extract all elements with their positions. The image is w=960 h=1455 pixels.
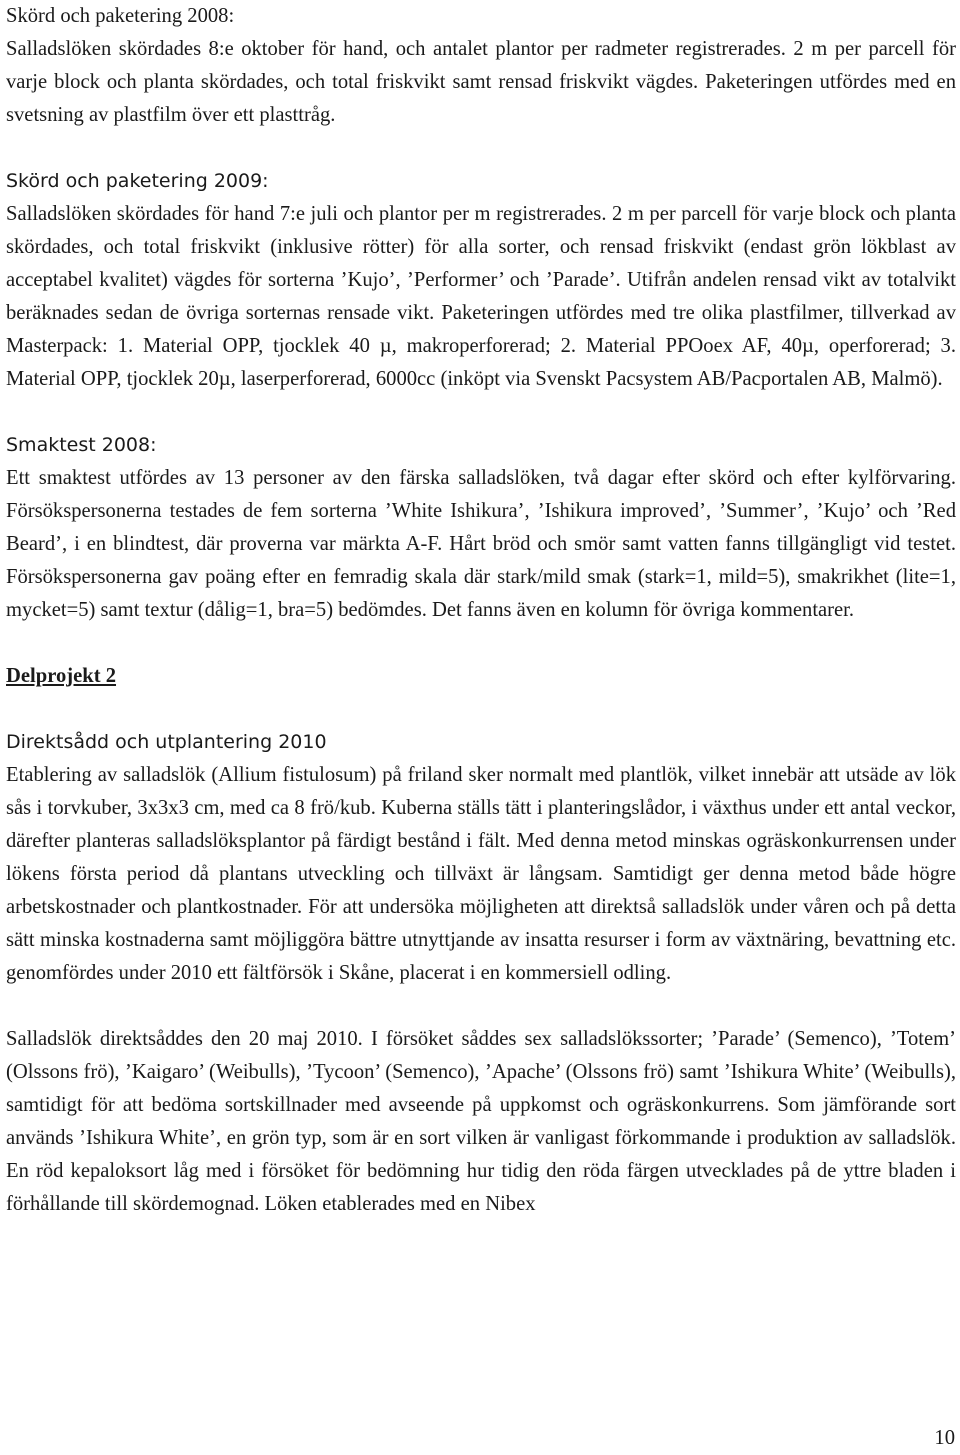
spacer [6,990,956,1023]
section-paragraph: Salladslök direktsåddes den 20 maj 2010. I försöket såddes sex salladslökssorter; ’Parade’ (Semenco), ’Totem’ (Olssons frö), ’Kaigaro’ (Weibulls), ’Tycoon’ (Semenco), ’Apache’ (Olssons frö) samt ’Ishikura White’ (Weibulls), samtidigt för att bedöma sortskillnader med avseende på uppkomst och ogräskonkurrens. Som jämförande sort används ’Ishikura White’, en grön typ, som är en sort vilken är vanligast förkommande i produktion av salladslök. En röd kepaloksort låg med i försöket för bedömning hur tidig den röda färgen utvecklades på de yttre bladen i förhållande till skördemognad. Löken etablerades med en Nibex [6,1028,956,1215]
section-smaktest-2008 [6,429,956,627]
delprojekt-heading: Delprojekt 2 [6,665,117,687]
section-direktsadd-2010 [6,726,956,1221]
section-paragraph: Etablering av salladslök (Allium fistulosum) på friland sker normalt med plantlök, vilket innebär att utsäde av lök sås i torvkuber, 3x3x3 cm, med ca 8 frö/kub. Kuberna ställs tätt i planteringslådor, i växthus under ett antal veckor, därefter planteras salladslöksplantor på färdigt bestånd i fält. Med denna metod minskas ogräskonkurrensen under lökens första period då plantans utveckling och tillväxt är långsam. Samtidigt ger denna metod både högre arbetskostnader och plantkostnader. För att undersöka möjligheten att direktså salladslök under våren och på detta sätt minska kostnaderna samt möjliggöra bättre utnyttjande av insatta resurser i form av växtnäring, bevattning etc. genomfördes under 2010 ett fältförsök i Skåne, placerat i en kommersiell odling. [6,764,956,984]
section-heading: Smaktest 2008: [6,434,157,456]
section-paragraph: Salladslöken skördades 8:e oktober för hand, och antalet plantor per radmeter registrerades. 2 m per parcell för varje block och planta skördades, och total friskvikt samt rensad friskvikt vägdes. Paketeringen utfördes med en svetsning av plastfilm över ett plasttråg. [6,38,956,126]
page-number: 10 [934,1427,955,1449]
section-paragraph: Ett smaktest utfördes av 13 personer av den färska salladslöken, två dagar efter skörd och efter kylförvaring. Försökspersonerna testades de fem sorterna ’White Ishikura’, ’Ishikura improved’, ’Summer’, ’Kujo’ och ’Red Beard’, i en blindtest, där proverna var märkta A-F. Hårt bröd och smör samt vatten fanns tillgängligt vid testet. Försökspersonerna gav poäng efter en femradig skala där stark/mild smak (stark=1, mild=5), smakrikhet (lite=1, mycket=5) samt textur (dålig=1, bra=5) bedömdes. Det fanns även en kolumn för övriga kommentarer. [6,467,956,621]
section-skord-2009 [6,165,956,396]
section-skord-2008 [6,0,956,132]
section-heading: Skörd och paketering 2009: [6,170,269,192]
section-heading: Direktsådd och utplantering 2010 [6,731,327,753]
spacer [6,396,956,429]
spacer [6,132,956,165]
section-paragraph: Salladslöken skördades för hand 7:e juli och plantor per m registrerades. 2 m per parcell för varje block och planta skördades, och total friskvikt (inklusive rötter) för alla sorter, och rensad friskvikt (endast grön lökblast av acceptabel kvalitet) vägdes för sorterna ’Kujo’, ’Performer’ och ’Parade’. Utifrån andelen rensad vikt av totalvikt beräknades sedan de övriga sorternas rensade vikt. Paketeringen utfördes med tre olika plastfilmer, tillverkad av Masterpack: 1. Material OPP, tjocklek 40 µ, makroperforerad; 2. Material PPOoex AF, 40µ, operforerad; 3. Material OPP, tjocklek 20µ, laserperforerad, 6000cc (inköpt via Svenskt Pacsystem AB/Pacportalen AB, Malmö). [6,203,956,390]
section-heading: Skörd och paketering 2008: [6,5,235,27]
spacer [6,693,956,726]
spacer [6,627,956,660]
